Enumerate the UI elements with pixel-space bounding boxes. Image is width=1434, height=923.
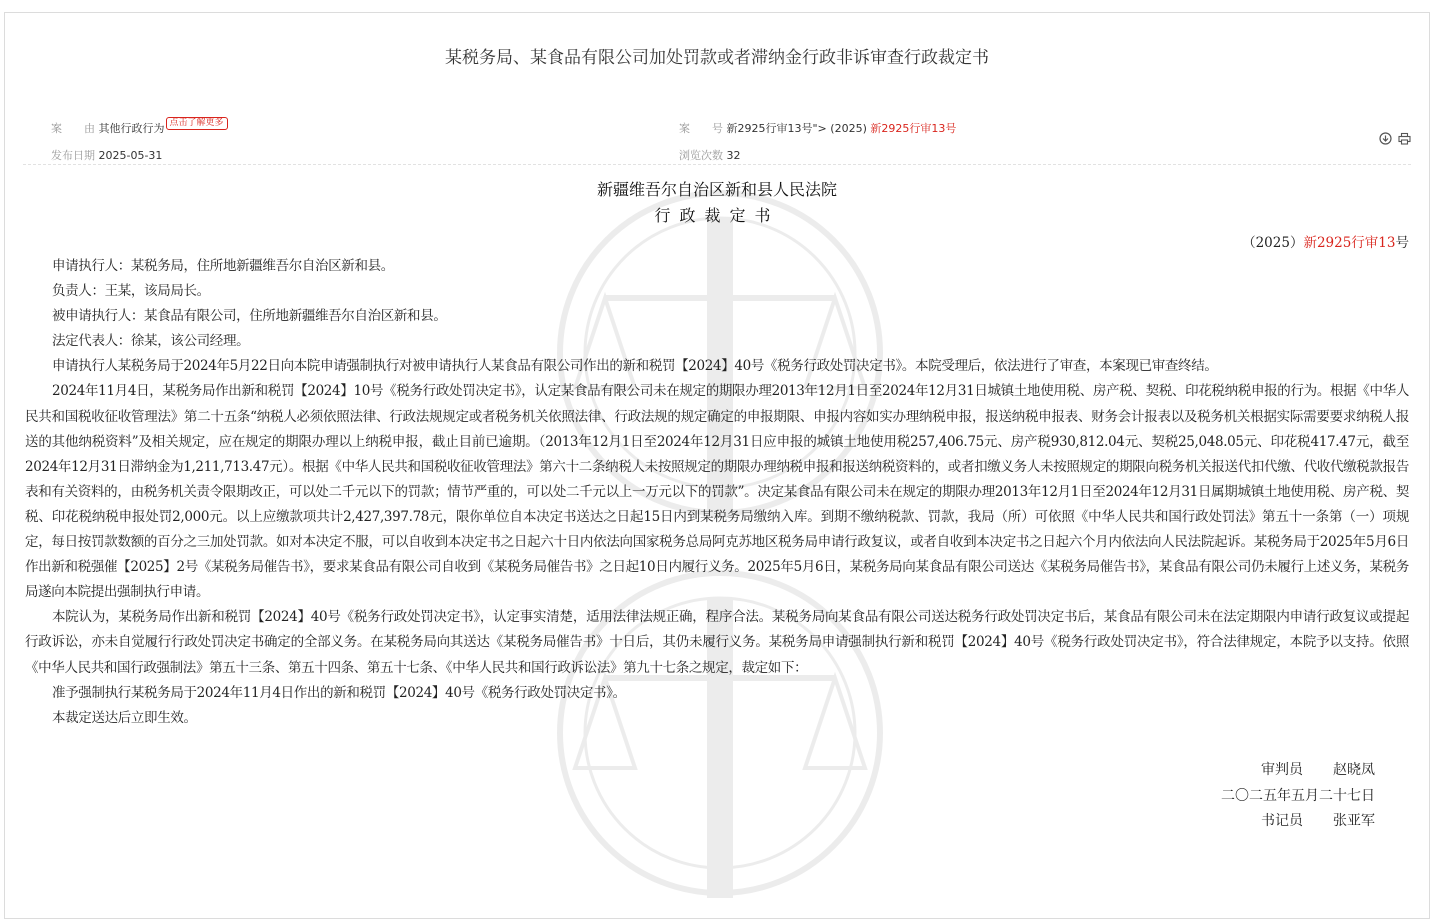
publish-date — [51, 147, 162, 163]
case-red: 新2925行审13 — [1303, 235, 1396, 251]
publish-date-value: 2025-05-31 — [98, 149, 163, 162]
case-suffix: 号 — [1395, 235, 1409, 251]
case-number-red: 新2925行审13号 — [870, 122, 957, 135]
header-divider — [23, 164, 1411, 165]
document-frame — [4, 12, 1430, 919]
view-count-label: 浏览次数 — [679, 149, 723, 162]
paragraph-respondent: 被申请执行人：某食品有限公司，住所地新疆维吾尔自治区新和县。 — [52, 308, 447, 325]
clerk-label: 书记员 — [1261, 813, 1303, 829]
document-body — [25, 254, 1409, 731]
view-count — [679, 147, 741, 163]
paragraph-legal-rep: 法定代表人：徐某，该公司经理。 — [52, 333, 250, 350]
paragraph-facts: 2024年11月4日，某税务局作出新和税罚【2024】10号《税务行政处罚决定书》，认定某食品有限公司未在规定的期限办理2013年12月1日至2024年12月31日城镇土地使用税、房产税、契税、印花税纳税申报的行为。根据《中华人民共和国税收征收管理法》第二十五条“纳税人必须依照法律、行政法规规定或者税务机关依照法律、行政法规的规定确定的申报期限、申报内容如实办理纳税申报，报送纳税申报表、财务会计报表以及税务机关根据实际需要要求纳税人报送的其他纳税资料”及相关规定，应在规定的期限办理以上纳税申报，截止目前已逾期。（2013年12月1日至2024年12月31日应申报的城镇土地使用税257,406.75元、房产税930,812.04元、契税25,048.05元、印花税417.47元，截至2024年12月31日滞纳金为1,211,713.47元）。根据《中华人民共和国税收征收管理法》第六十二条纳税人未按照规定的期限办理纳税申报和报送纳税资料的，或者扣缴义务人未按照规定的期限向税务机关报送代扣代缴、代收代缴税款报告表和有关资料的，由税务机关责令限期改正，可以处二千元以下的罚款；情节严重的，可以处二千元以上一万元以下的罚款”。决定某食品有限公司未在规定的期限办理2013年12月1日至2024年12月31日属期城镇土地使用税、房产税、契税、印花税纳税申报处罚2,000元。以上应缴款项共计2,427,397.78元，限你单位自本决定书送达之日起15日内到某税务局缴纳入库。到期不缴纳税款、罚款，我局（所）可依照《中华人民共和国行政处罚法》第五十一条第（一）项规定，每日按罚款数额的百分之三加处罚款。如对本决定不服，可以自收到本决定书之日起六十日内依法向国家税务总局阿克苏地区税务局申请行政复议，或者自收到本决定书之日起六个月内依法向人民法院起诉。某税务局于2025年5月6日作出新和税强催【2025】2号《某税务局催告书》，要求某食品有限公司自收到《某税务局催告书》之日起10日内履行义务。2025年5月6日，某税务局向某食品有限公司送达《某税务局催告书》，某食品有限公司仍未履行上述义务，某税务局遂向本院提出强制执行申请。 — [25, 383, 1409, 601]
paragraph-reasoning: 本院认为，某税务局作出新和税罚【2024】40号《税务行政处罚决定书》，认定事实清楚，适用法律法规正确，程序合法。某税务局向某食品有限公司送达税务行政处罚决定书后，某食品有限公司未在法定期限内申请行政复议或提起行政诉讼，亦未自觉履行行政处罚决定书确定的全部义务。在某税务局向其送达《某税务局催告书》十日后，其仍未履行义务。某税务局申请强制执行新和税罚【2024】40号《税务行政处罚决定书》，符合法律规定，本院予以支持。依照《中华人民共和国行政强制法》第五十三条、第五十四条、第五十七条、《中华人民共和国行政诉讼法》第九十七条之规定，裁定如下： — [25, 609, 1409, 676]
paragraph-applicant: 申请执行人：某税务局，住所地新疆维吾尔自治区新和县。 — [52, 258, 394, 274]
case-cause — [51, 120, 228, 136]
signature-judge — [1261, 759, 1375, 779]
learn-more-tag[interactable]: 点击了解更多 — [166, 117, 228, 130]
signature-clerk — [1261, 810, 1375, 830]
publish-date-label: 发布日期 — [51, 149, 95, 162]
paragraph-effect: 本裁定送达后立即生效。 — [52, 709, 197, 726]
judge-label: 审判员 — [1261, 762, 1303, 778]
paragraph-responsible: 负责人：王某，该局局长。 — [52, 283, 210, 300]
clerk-name: 张亚军 — [1333, 813, 1375, 829]
case-cause-label: 案 由 — [51, 122, 95, 135]
case-prefix: （2025） — [1242, 235, 1304, 251]
document-case-number — [1242, 231, 1409, 251]
download-icon[interactable] — [1379, 130, 1392, 143]
paragraph-ruling: 准予强制执行某税务局于2024年11月4日作出的新和税罚【2024】40号《税务行政处罚决定书》。 — [52, 684, 626, 701]
toolbar-icons — [1379, 130, 1411, 143]
court-name: 新疆维吾尔自治区新和县人民法院 — [596, 180, 837, 199]
document-type: 行政裁定书 — [654, 206, 780, 225]
case-number-raw: 新2925行审13号"> — [726, 122, 827, 135]
case-number-label: 案 号 — [679, 122, 723, 135]
case-number — [679, 120, 956, 136]
case-cause-value: 其他行政行为 — [98, 122, 165, 135]
paragraph-intro: 申请执行人某税务局于2024年5月22日向本院申请强制执行对被申请执行人某食品有限公司作出的新和税罚【2024】40号《税务行政处罚决定书》。本院受理后，依法进行了审查，本案现已审查终结。 — [52, 358, 1218, 375]
judge-name: 赵晓凤 — [1333, 762, 1375, 778]
view-count-value: 32 — [726, 149, 741, 162]
print-icon[interactable] — [1398, 130, 1411, 143]
page-title: 某税务局、某食品有限公司加处罚款或者滞纳金行政非诉审查行政裁定书 — [445, 48, 989, 68]
case-number-year: (2025) — [830, 122, 867, 135]
signature-date: 二〇二五年五月二十七日 — [1221, 788, 1375, 804]
